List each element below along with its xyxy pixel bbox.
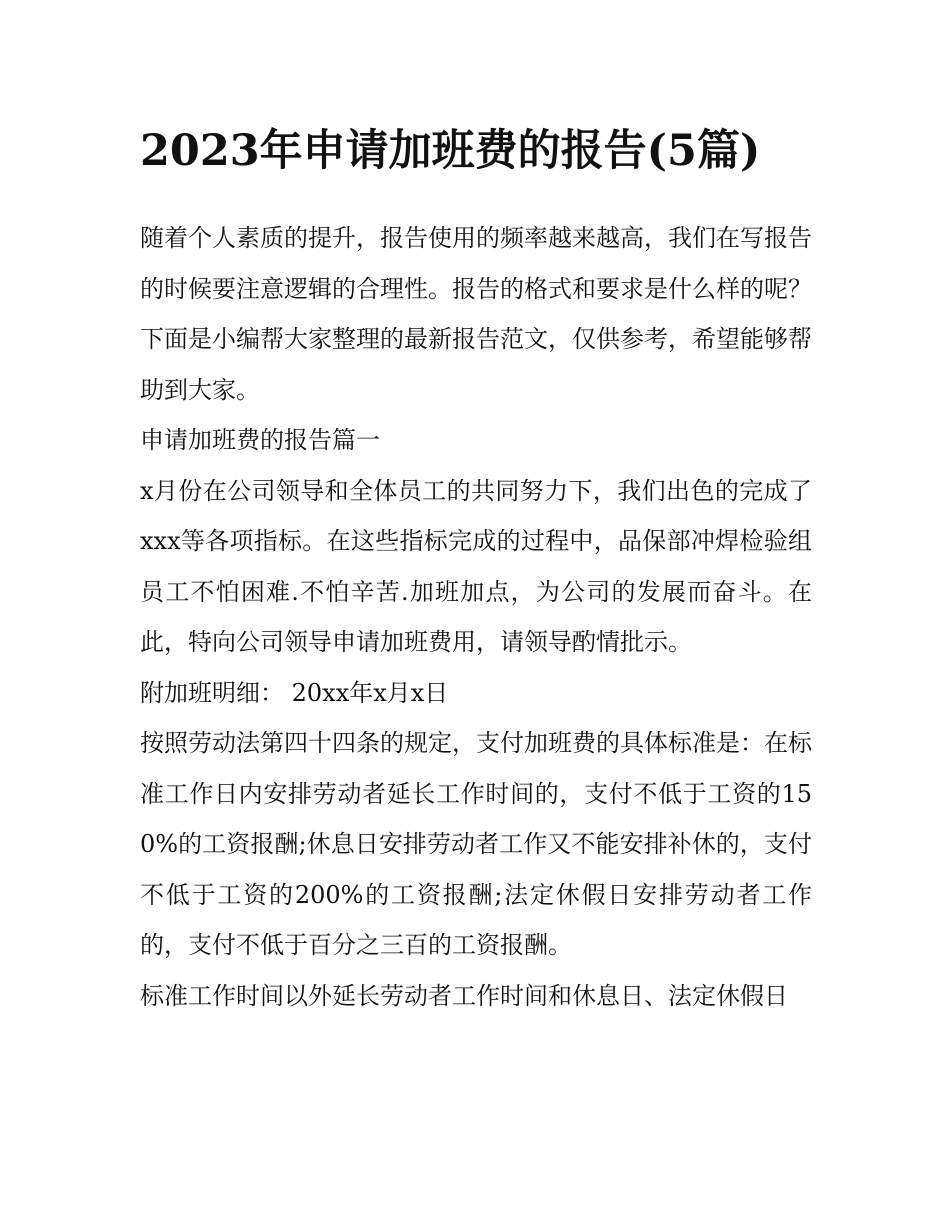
document-title: 2023年申请加班费的报告(5篇) <box>140 126 761 176</box>
section-heading: 申请加班费的报告篇一 <box>140 426 380 454</box>
body-paragraph: 标准工作时间以外延长劳动者工作时间和休息日、法定休假日 <box>140 981 788 1010</box>
intro-paragraph: 随着个人素质的提升，报告使用的频率越来越高，我们在写报告的时候要注意逻辑的合理性。报告的格式和要求是什么样的呢？下面是小编帮大家整理的最新报告范文，仅供参考，希望能够帮助到大家。 <box>140 224 812 404</box>
body-paragraph: x月份在公司领导和全体员工的共同努力下，我们出色的完成了xxx等各项指标。在这些指标完成的过程中，品保部冲焊检验组员工不怕困难.不怕辛苦.加班加点，为公司的发展而奋斗。在此，特向公司领导申请加班费用，请领导酌情批示。 <box>140 476 812 656</box>
overtime-detail-line: 附加班明细： 20xx年x月x日 <box>140 678 449 707</box>
body-paragraph: 按照劳动法第四十四条的规定，支付加班费的具体标准是：在标准工作日内安排劳动者延长工作时间的，支付不低于工资的150%的工资报酬;休息日安排劳动者工作又不能安排补休的，支付不低于工资的200%的工资报酬;法定休假日安排劳动者工作的，支付不低于百分之三百的工资报酬。 <box>140 729 812 959</box>
document-body <box>140 112 812 1021</box>
